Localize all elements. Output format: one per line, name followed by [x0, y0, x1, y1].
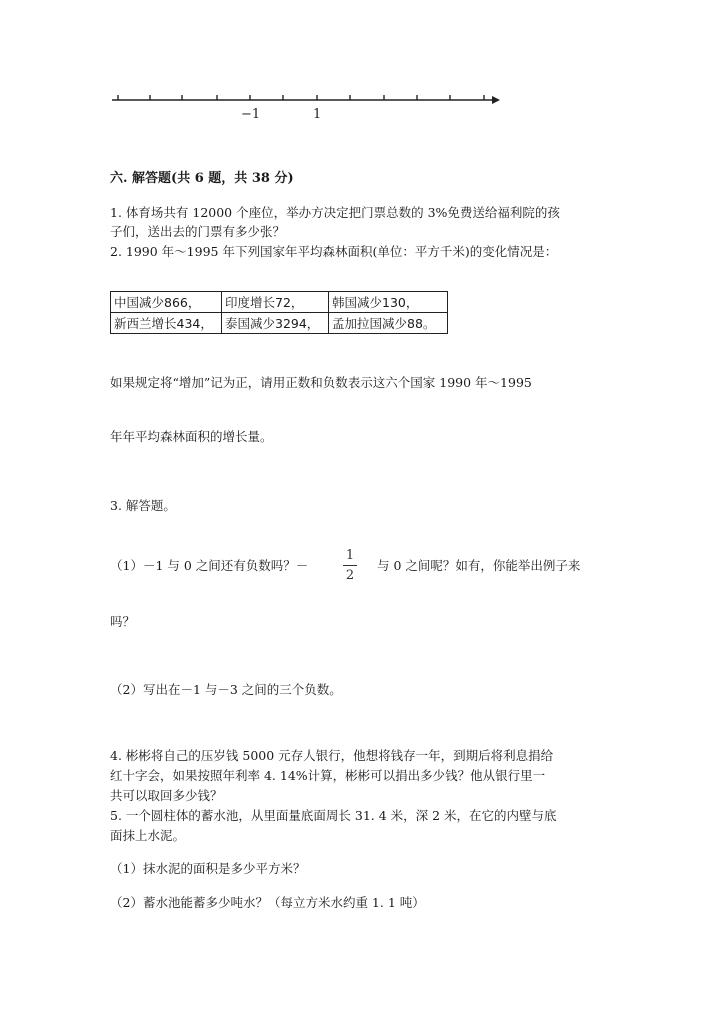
fraction-one-half [342, 549, 358, 582]
table-cell: 孟加拉国减少88。 [329, 313, 448, 334]
q5-line1: 5. 一个圆柱体的蓄水池，从里面量底面周长 31. 4 米，深 2 米，在它的内壁与底 [110, 808, 557, 823]
table-cell: 泰国减少3294， [222, 313, 329, 334]
section-title: 六. 解答题(共 6 题，共 38 分) [110, 171, 294, 186]
number-line [108, 88, 508, 124]
q4-line2: 红十字会，如果按照年利率 4. 14%计算，彬彬可以捐出多少钱？他从银行里一 [110, 768, 546, 783]
tick-label-neg1: −1 [241, 107, 261, 122]
table-cell: 中国减少866， [111, 292, 222, 313]
fraction-denominator: 2 [345, 568, 355, 583]
q1-line2: 子们，送出去的门票有多少张？ [110, 224, 286, 239]
q3-title: 3. 解答题。 [110, 498, 176, 513]
table-row [111, 313, 448, 334]
q4-line3: 共可以取回多少钱？ [110, 788, 223, 803]
q3-part1-after: 与 0 之间呢？如有，你能举出例子来 [377, 558, 581, 573]
q2-after-line1: 如果规定将“增加”记为正，请用正数和负数表示这六个国家 1990 年～1995 [110, 375, 532, 390]
fraction-numerator: 1 [345, 548, 355, 563]
q3-part1-before: （1）－1 与 0 之间还有负数吗？－ [110, 558, 309, 573]
table-cell: 新西兰增长434， [111, 313, 222, 334]
q2-after-line2: 年年平均森林面积的增长量。 [110, 429, 273, 444]
table-cell: 印度增长72， [222, 292, 329, 313]
q2-line1: 2. 1990 年～1995 年下列国家年平均森林面积(单位：平方千米)的变化情况是： [110, 244, 558, 259]
q5-sub1: （1）抹水泥的面积是多少平方米？ [110, 861, 306, 876]
table-row [111, 292, 448, 313]
table-cell: 韩国减少130， [329, 292, 448, 313]
number-line-arrow [492, 96, 500, 104]
q5-line2: 面抹上水泥。 [110, 828, 186, 843]
number-line-ticks [118, 95, 484, 100]
q3-part2: （2）写出在－1 与－3 之间的三个负数。 [110, 682, 342, 697]
q1-line1: 1. 体育场共有 12000 个座位，举办方决定把门票总数的 3%免费送给福利院的孩 [110, 205, 560, 220]
fraction-bar [343, 565, 357, 566]
forest-change-table [110, 291, 448, 334]
tick-label-1: 1 [313, 107, 322, 122]
q5-sub2: （2）蓄水池能蓄多少吨水？（每立方米水约重 1. 1 吨） [110, 895, 425, 910]
q4-line1: 4. 彬彬将自己的压岁钱 5000 元存人银行，他想将钱存一年，到期后将利息捐给 [110, 748, 554, 763]
q3-part1-line2: 吗？ [110, 614, 136, 629]
